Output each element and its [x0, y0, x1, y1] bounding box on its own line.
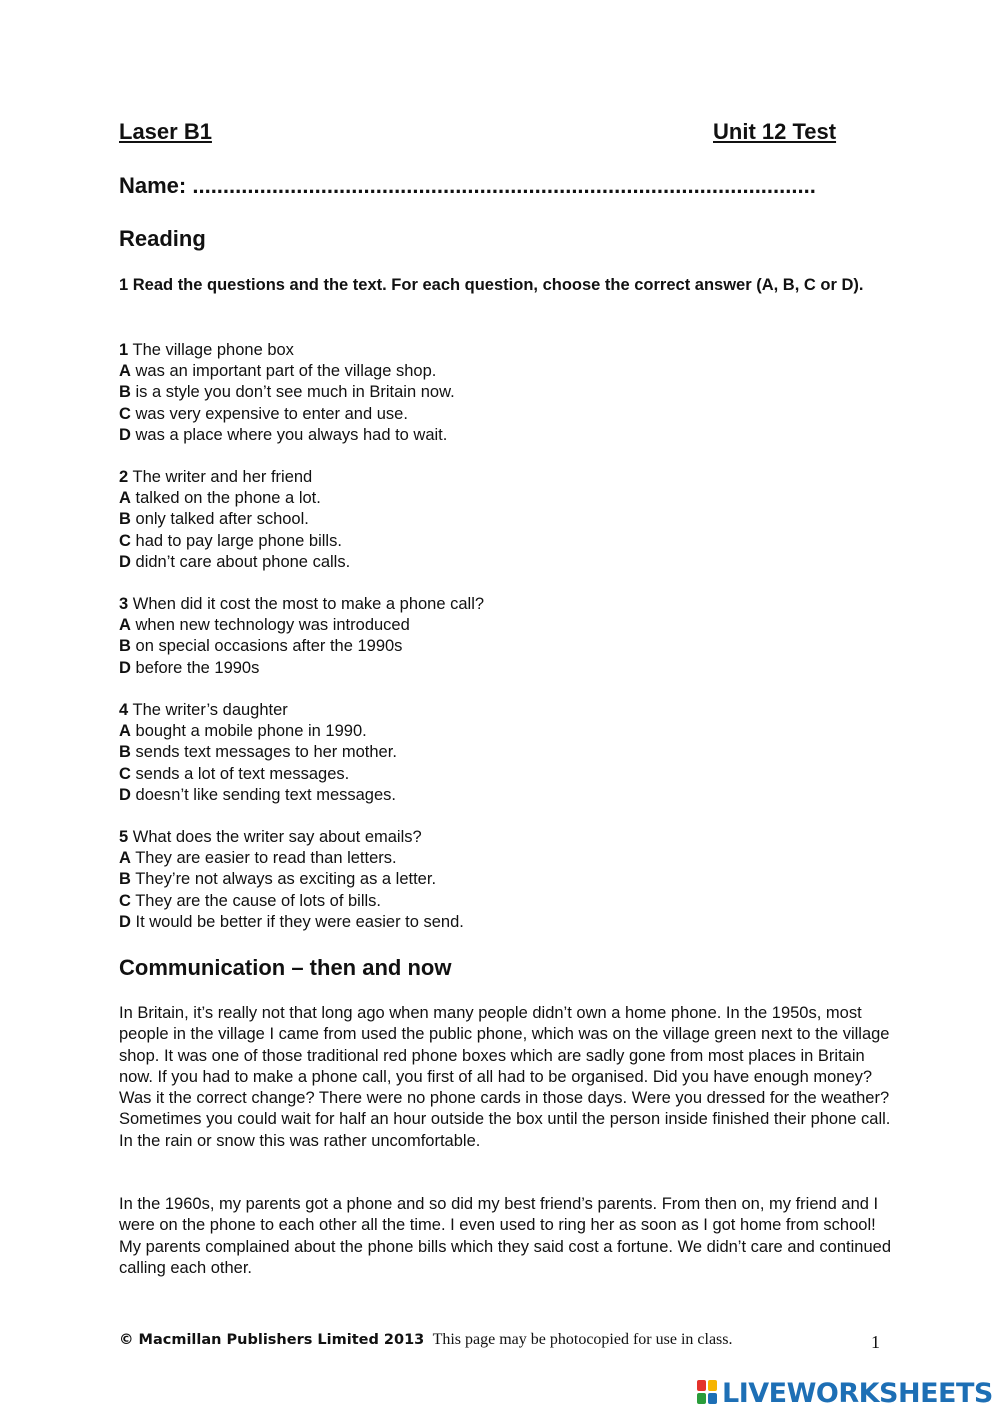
- option-text: doesn’t like sending text messages.: [135, 785, 396, 804]
- course-title: Laser B1: [119, 119, 212, 144]
- option-letter: B: [119, 510, 131, 529]
- article-paragraph-1: In Britain, it’s really not that long ago when many people didn’t own a home phone. In the 1950s, most people in the village I came from used the public phone, which was on the village green next to the village shop. It was one of those traditional red phone boxes which are sadly gone from most places in Britain now. If you had to make a phone call, you first of all had to be organised. Did you have enough money? Was it the correct change? There were no phone cards in those days. Were you dressed for the weather? Sometimes you could wait for half an hour outside the box until the person inside finished their phone call. In the rain or snow this was rather uncomfortable.: [119, 1004, 891, 1150]
- option-letter: A: [119, 849, 131, 868]
- option-text: was an important part of the village shop.: [135, 362, 437, 381]
- question-stem: What does the writer say about emails?: [132, 828, 422, 846]
- copyright: © Macmillan Publishers Limited 2013: [119, 1332, 425, 1348]
- option-letter: A: [119, 616, 131, 635]
- option-letter: C: [119, 531, 131, 550]
- option-text: is a style you don’t see much in Britain now.: [135, 383, 455, 402]
- option-letter: C: [119, 764, 131, 783]
- option-text: They are the cause of lots of bills.: [135, 891, 382, 910]
- option-text: sends a lot of text messages.: [135, 764, 350, 783]
- option-letter: A: [119, 362, 131, 381]
- question-1: [119, 340, 455, 446]
- question-number: 5: [119, 828, 129, 846]
- blocks-icon: [697, 1380, 719, 1406]
- question-3: [119, 594, 484, 679]
- option-text: was a place where you always had to wait.: [135, 425, 448, 444]
- page-number: 1: [871, 1332, 880, 1352]
- option-letter: D: [119, 912, 131, 931]
- instruction: 1 Read the questions and the text. For each question, choose the correct answer (A, B, C or D).: [119, 276, 864, 294]
- question-number: 2: [119, 468, 129, 486]
- question-stem: When did it cost the most to make a phone call?: [132, 595, 485, 613]
- option-text: They’re not always as exciting as a letter.: [135, 870, 437, 889]
- option-letter: B: [119, 743, 131, 762]
- option-text: was very expensive to enter and use.: [135, 404, 408, 423]
- option-text: It would be better if they were easier to send.: [135, 912, 464, 931]
- option-text: talked on the phone a lot.: [135, 489, 321, 508]
- option-text: when new technology was introduced: [135, 616, 410, 635]
- option-text: bought a mobile phone in 1990.: [135, 722, 367, 741]
- question-stem: The writer’s daughter: [132, 701, 288, 719]
- option-letter: C: [119, 404, 131, 423]
- option-letter: D: [119, 658, 131, 677]
- option-text: only talked after school.: [135, 510, 309, 529]
- section-title-reading: Reading: [119, 226, 206, 251]
- footer: [119, 1331, 733, 1349]
- unit-title: Unit 12 Test: [713, 119, 837, 144]
- question-number: 4: [119, 701, 129, 719]
- option-letter: D: [119, 425, 131, 444]
- question-4: [119, 700, 397, 806]
- option-letter: A: [119, 722, 131, 741]
- option-letter: B: [119, 383, 131, 402]
- option-letter: D: [119, 552, 131, 571]
- option-text: had to pay large phone bills.: [135, 531, 342, 550]
- option-letter: B: [119, 637, 131, 656]
- option-text: They are easier to read than letters.: [135, 849, 397, 868]
- article-paragraph-2: In the 1960s, my parents got a phone and so did my best friend’s parents. From then on, my friend and I were on the phone to each other all the time. I even used to ring her as soon as I got home from school! My parents complained about the phone bills which they said cost a fortune. We didn’t care and continued calling each other.: [119, 1195, 891, 1277]
- name-line: Name: ......................................................................................................: [119, 173, 816, 198]
- brand-text: LIVEWORKSHEETS: [722, 1377, 993, 1409]
- photocopy-note: This page may be photocopied for use in class.: [432, 1331, 733, 1348]
- question-2: [119, 467, 350, 573]
- option-text: before the 1990s: [135, 658, 260, 677]
- question-stem: The writer and her friend: [132, 468, 313, 486]
- option-letter: A: [119, 489, 131, 508]
- option-letter: D: [119, 785, 131, 804]
- option-text: on special occasions after the 1990s: [135, 637, 403, 656]
- option-letter: C: [119, 891, 131, 910]
- question-number: 1: [119, 341, 129, 359]
- option-text: didn’t care about phone calls.: [135, 552, 351, 571]
- liveworksheets-logo: [697, 1377, 993, 1409]
- option-text: sends text messages to her mother.: [135, 743, 397, 762]
- question-5: [119, 827, 464, 933]
- option-letter: B: [119, 870, 131, 889]
- question-number: 3: [119, 595, 129, 613]
- article-title: Communication – then and now: [119, 955, 452, 980]
- question-stem: The village phone box: [132, 341, 294, 359]
